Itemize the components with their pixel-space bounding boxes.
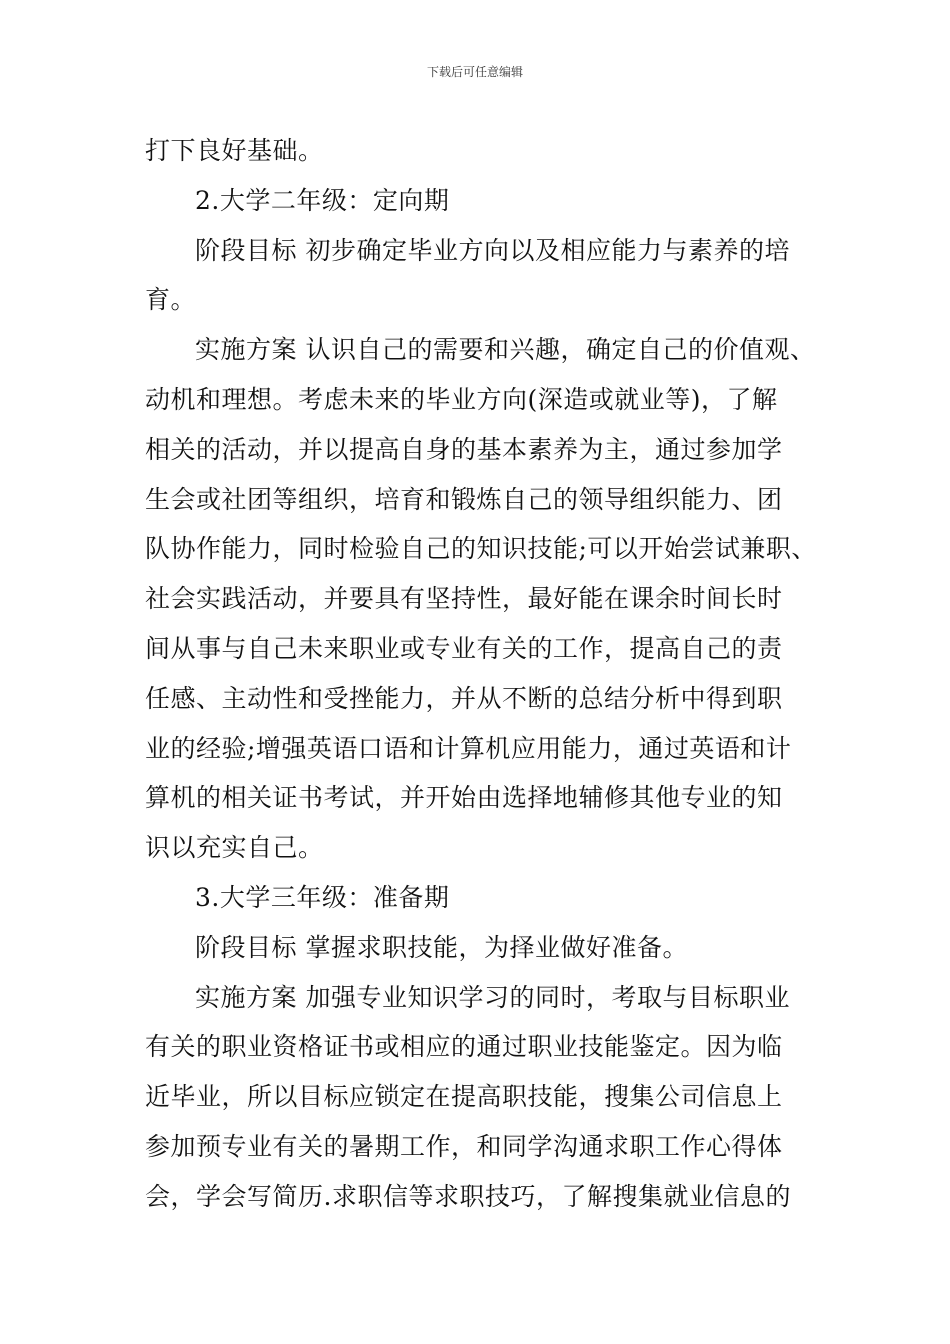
- text-line: 会，学会写简历.求职信等求职技巧，了解搜集就业信息的: [145, 1181, 791, 1211]
- section-heading-sophomore: [145, 176, 835, 226]
- text-line: 参加预专业有关的暑期工作，和同学沟通求职工作心得体: [145, 1131, 783, 1161]
- text-line: 近毕业，所以目标应锁定在提高职技能，搜集公司信息上: [145, 1082, 783, 1112]
- document-body: [145, 126, 835, 1222]
- paragraph-stage-goal-sophomore: [145, 226, 835, 326]
- text-line: 2.大学二年级：定向期: [195, 185, 450, 215]
- text-line: 业的经验;增强英语口语和计算机应用能力，通过英语和计: [145, 733, 792, 763]
- text-line: 育。: [145, 285, 197, 315]
- text-line: 间从事与自己未来职业或专业有关的工作，提高自己的责: [145, 633, 783, 663]
- text-line: 3.大学三年级：准备期: [195, 882, 450, 912]
- text-line: 识以充实自己。: [145, 833, 324, 863]
- paragraph-implementation-junior: [145, 973, 835, 1222]
- text-line: 打下良好基础。: [145, 136, 324, 165]
- text-line: 阶段目标 掌握求职技能，为择业做好准备。: [195, 932, 688, 962]
- text-line: 相关的活动，并以提高自身的基本素养为主，通过参加学: [145, 434, 783, 464]
- paragraph-implementation-sophomore: [145, 325, 835, 873]
- text-line: 阶段目标 初步确定毕业方向以及相应能力与素养的培: [195, 235, 790, 265]
- page-header-note: 下载后可任意编辑: [426, 65, 523, 79]
- paragraph-stage-goal-junior: [145, 923, 835, 973]
- section-heading-junior: [145, 873, 835, 923]
- text-line: 生会或社团等组织，培育和锻炼自己的领导组织能力、团: [145, 484, 783, 514]
- text-line: 任感、主动性和受挫能力，并从不断的总结分析中得到职: [145, 683, 783, 713]
- text-line: 社会实践活动，并要具有坚持性，最好能在课余时间长时: [145, 584, 783, 614]
- text-line: 动机和理想。考虑未来的毕业方向(深造或就业等)，了解: [145, 384, 778, 414]
- text-line: 有关的职业资格证书或相应的通过职业技能鉴定。因为临: [145, 1032, 783, 1062]
- text-line: 实施方案 认识自己的需要和兴趣，确定自己的价值观、: [195, 335, 816, 365]
- text-line: 算机的相关证书考试，并开始由选择地辅修其他专业的知: [145, 783, 783, 813]
- text-line: 实施方案 加强专业知识学习的同时，考取与目标职业: [195, 982, 790, 1012]
- paragraph-continuation: [145, 126, 835, 176]
- text-line: 队协作能力，同时检验自己的知识技能;可以开始尝试兼职、: [145, 534, 817, 564]
